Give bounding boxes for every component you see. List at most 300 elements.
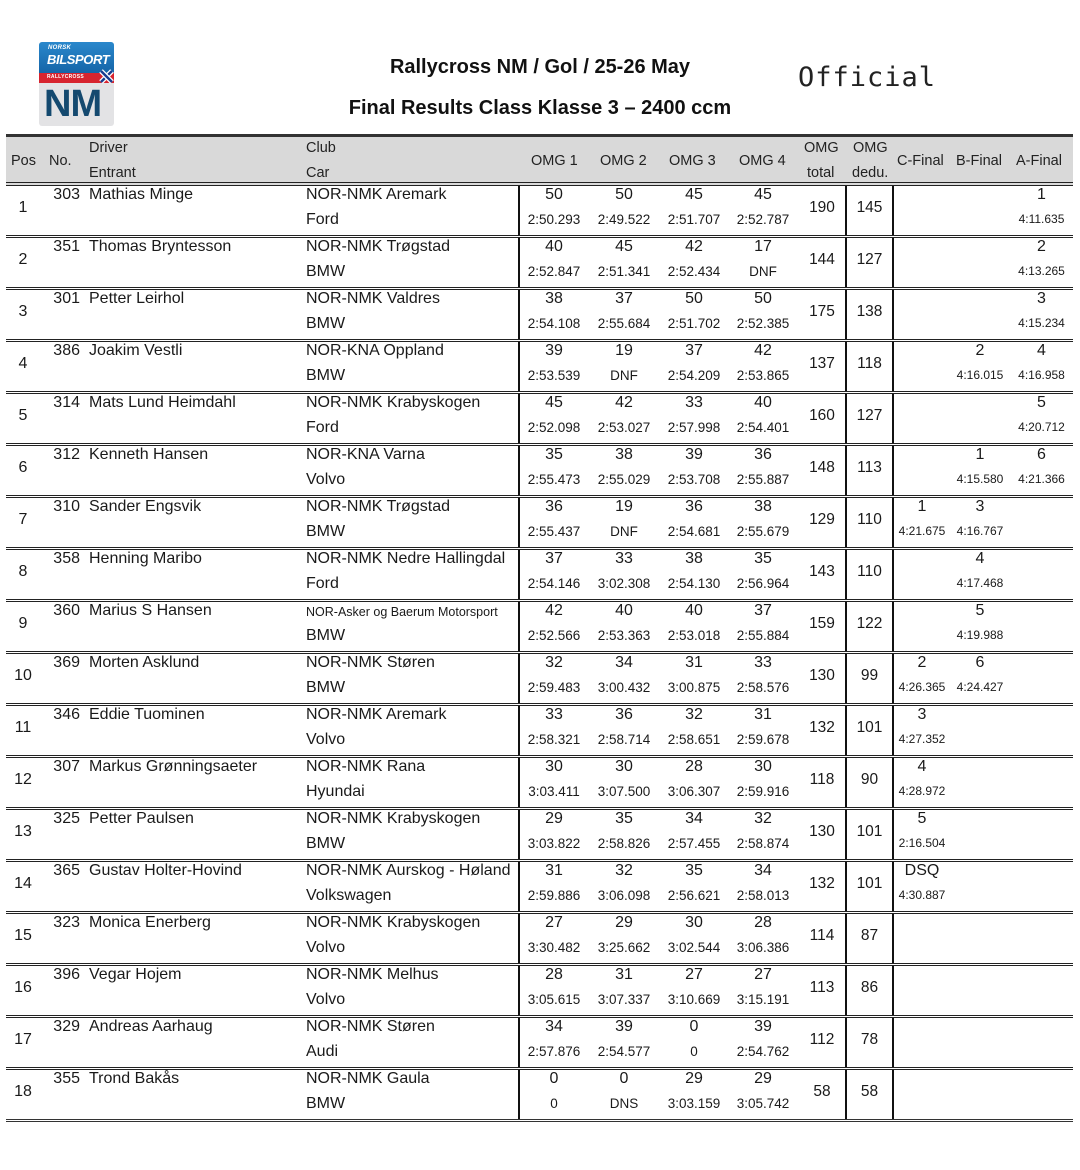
omg3-points: 30	[685, 914, 703, 931]
table-row	[6, 654, 1073, 706]
omg-dedu: 58	[860, 1083, 879, 1100]
car-make: BMW	[306, 1095, 346, 1112]
b-final-position: 1	[975, 446, 985, 463]
omg-dedu: 101	[856, 823, 883, 840]
col-driver: Driver	[89, 140, 128, 156]
a-final-position: 5	[1037, 394, 1046, 411]
b-final-position: 4	[975, 550, 985, 567]
omg3-points: 35	[685, 862, 703, 879]
b-final-position: 2	[975, 342, 985, 359]
omg3-time: 3:02.544	[667, 940, 721, 955]
table-row	[6, 758, 1073, 810]
omg-dedu: 127	[856, 251, 883, 268]
omg1-time: 2:50.293	[527, 212, 581, 227]
omg1-time: 2:57.876	[527, 1044, 581, 1059]
omg4-time: 2:54.762	[736, 1044, 790, 1059]
club-name: NOR-Asker og Baerum Motorsport	[306, 605, 498, 619]
a-final-time: 4:11.635	[1018, 212, 1065, 226]
b-final-time: 4:16.767	[956, 524, 1004, 538]
omg4-points: 38	[754, 498, 772, 515]
omg3-points: 27	[685, 966, 703, 983]
position: 6	[18, 459, 28, 476]
table-row	[6, 290, 1073, 342]
omg3-points: 37	[685, 342, 703, 359]
position: 18	[14, 1083, 32, 1100]
club-name: NOR-NMK Melhus	[306, 966, 439, 983]
omg-total: 129	[809, 511, 835, 528]
omg-dedu: 110	[857, 511, 882, 528]
car-number: 360	[53, 602, 80, 619]
col-no: No.	[49, 153, 72, 169]
position: 13	[14, 823, 32, 840]
b-final-time: 4:17.468	[956, 576, 1004, 590]
omg4-points: 31	[754, 706, 772, 723]
omg1-time: 2:55.437	[527, 524, 581, 539]
omg3-points: 33	[685, 394, 703, 411]
column-divider	[892, 290, 894, 339]
omg1-time: 2:58.321	[527, 732, 581, 747]
c-final-time: 4:28.972	[898, 784, 946, 798]
page-title: Rallycross NM / Gol / 25-26 May	[389, 56, 691, 78]
omg-total: 113	[809, 979, 835, 996]
omg3-points: 31	[685, 654, 703, 671]
car-number: 325	[53, 810, 80, 827]
omg4-time: 2:54.401	[736, 420, 790, 435]
car-number: 365	[53, 862, 80, 879]
club-name: NOR-NMK Krabyskogen	[306, 914, 481, 931]
omg-total: 58	[813, 1083, 831, 1100]
omg1-points: 29	[545, 810, 563, 827]
omg3-time: 2:52.434	[667, 264, 721, 279]
omg2-points: 42	[615, 394, 633, 411]
col-omg2: OMG 2	[600, 153, 647, 169]
c-final-time: 4:27.352	[898, 732, 946, 746]
omg-dedu: 90	[860, 771, 879, 788]
logo-nm: NM	[44, 83, 102, 125]
column-divider	[892, 238, 894, 287]
table-row	[6, 550, 1073, 602]
omg3-points: 34	[685, 810, 703, 827]
omg2-points: 31	[615, 966, 633, 983]
a-final-position: 6	[1037, 446, 1046, 463]
omg2-time: 3:00.432	[597, 680, 651, 695]
omg-total: 114	[809, 927, 835, 944]
car-make: Ford	[306, 575, 339, 592]
b-final-position: 3	[975, 498, 985, 515]
column-divider	[892, 446, 894, 495]
table-row	[6, 186, 1073, 238]
driver-name: Marius S Hansen	[89, 602, 212, 619]
omg2-time: 2:53.027	[597, 420, 651, 435]
col-omg-dedu-line2: dedu.	[852, 165, 889, 181]
omg3-time: 2:51.707	[667, 212, 721, 227]
col-entrant: Entrant	[89, 165, 136, 181]
omg-dedu: 113	[857, 459, 882, 476]
omg4-points: 27	[754, 966, 772, 983]
omg1-points: 28	[545, 966, 563, 983]
driver-name: Petter Leirhol	[89, 290, 185, 307]
omg1-time: 3:30.482	[527, 940, 581, 955]
omg3-points: 38	[685, 550, 703, 567]
c-final-time: 4:30.887	[898, 888, 946, 902]
omg3-points: 32	[685, 706, 703, 723]
omg4-time: 2:55.679	[736, 524, 790, 539]
b-final-position: 5	[975, 602, 985, 619]
club-name: NOR-NMK Valdres	[306, 290, 440, 307]
table-row	[6, 446, 1073, 498]
omg4-points: 39	[754, 1018, 772, 1035]
col-c-final: C-Final	[897, 153, 944, 169]
b-final-position: 6	[975, 654, 985, 671]
omg2-time: 3:06.098	[597, 888, 651, 903]
omg1-time: 2:54.108	[527, 316, 581, 331]
omg-dedu: 78	[860, 1031, 879, 1048]
column-divider	[892, 342, 894, 391]
a-final-time: 4:21.366	[1018, 472, 1065, 486]
omg4-time: 2:58.576	[736, 680, 790, 695]
club-name: NOR-NMK Støren	[306, 1018, 435, 1035]
omg-dedu: 110	[857, 563, 882, 580]
col-a-final: A-Final	[1016, 153, 1062, 169]
column-divider	[892, 1018, 894, 1067]
driver-name: Sander Engsvik	[89, 498, 202, 515]
omg2-time: 2:58.826	[597, 836, 651, 851]
car-number: 358	[53, 550, 80, 567]
omg2-points: 34	[615, 654, 633, 671]
col-car: Car	[306, 165, 330, 181]
club-name: NOR-NMK Aurskog - Høland	[306, 862, 511, 879]
omg-dedu: 122	[856, 615, 883, 632]
omg1-points: 50	[545, 186, 563, 203]
omg-dedu: 127	[856, 407, 883, 424]
table-row	[6, 966, 1073, 1018]
omg1-points: 45	[545, 394, 563, 411]
driver-name: Eddie Tuominen	[89, 706, 205, 723]
omg-dedu: 86	[860, 979, 879, 996]
car-make: Volvo	[306, 939, 346, 956]
omg4-points: 32	[754, 810, 772, 827]
position: 11	[14, 719, 32, 736]
car-number: 351	[53, 238, 80, 255]
omg1-points: 35	[545, 446, 563, 463]
omg4-time: 2:52.787	[736, 212, 790, 227]
omg1-time: 3:05.615	[527, 992, 581, 1007]
omg-total: 143	[809, 563, 835, 580]
club-name: NOR-NMK Støren	[306, 654, 435, 671]
club-name: NOR-NMK Aremark	[306, 706, 447, 723]
club-name: NOR-NMK Krabyskogen	[306, 394, 481, 411]
omg2-points: 39	[615, 1018, 633, 1035]
driver-name: Gustav Holter-Hovind	[89, 862, 242, 879]
a-final-position: 3	[1037, 290, 1046, 307]
omg-dedu: 138	[856, 303, 883, 320]
car-make: Volvo	[306, 991, 346, 1008]
position: 7	[18, 511, 28, 528]
a-final-position: 4	[1037, 342, 1046, 359]
omg1-time: 0	[550, 1096, 558, 1111]
table-row	[6, 810, 1073, 862]
position: 10	[14, 667, 32, 684]
omg4-points: 36	[754, 446, 772, 463]
car-number: 307	[53, 758, 80, 775]
omg-total: 190	[809, 199, 835, 216]
omg4-time: 2:59.678	[736, 732, 790, 747]
omg3-points: 45	[685, 186, 703, 203]
car-make: BMW	[306, 679, 346, 696]
omg3-time: 2:56.621	[667, 888, 721, 903]
c-final-position: 5	[917, 810, 927, 827]
omg2-time: 2:55.029	[597, 472, 651, 487]
omg3-points: 28	[685, 758, 703, 775]
logo-band-text: RALLYCROSS	[47, 74, 84, 80]
omg2-time: DNS	[609, 1096, 639, 1111]
car-number: 303	[53, 186, 80, 203]
driver-name: Andreas Aarhaug	[89, 1018, 213, 1035]
omg3-time: 2:58.651	[667, 732, 721, 747]
omg3-time: 2:53.708	[667, 472, 721, 487]
results-table	[6, 134, 1073, 1122]
column-divider	[892, 914, 894, 963]
car-make: Ford	[306, 419, 339, 436]
a-final-time: 4:15.234	[1018, 316, 1065, 330]
omg1-points: 34	[545, 1018, 563, 1035]
omg4-time: 2:55.884	[736, 628, 790, 643]
omg3-time: 2:57.998	[667, 420, 721, 435]
omg-total: 144	[809, 251, 835, 268]
omg2-time: 3:07.500	[597, 784, 651, 799]
car-make: Audi	[306, 1043, 339, 1060]
omg-dedu: 87	[860, 927, 879, 944]
logo-line2: BILSPORT	[47, 52, 110, 67]
omg4-points: 34	[754, 862, 772, 879]
club-name: NOR-NMK Trøgstad	[306, 498, 451, 515]
omg4-points: 29	[754, 1070, 772, 1087]
position: 8	[18, 563, 28, 580]
omg4-time: DNF	[749, 264, 777, 279]
omg3-points: 50	[685, 290, 703, 307]
car-make: BMW	[306, 315, 346, 332]
col-omg-total-line2: total	[807, 165, 835, 181]
position: 12	[14, 771, 32, 788]
page-subtitle: Final Results Class Klasse 3 – 2400 ccm	[348, 97, 732, 119]
table-body	[6, 186, 1073, 1122]
omg3-points: 39	[685, 446, 703, 463]
driver-name: Monica Enerberg	[89, 914, 211, 931]
omg1-time: 2:55.473	[527, 472, 581, 487]
col-b-final: B-Final	[956, 153, 1002, 169]
a-final-position: 2	[1037, 238, 1046, 255]
car-number: 323	[53, 914, 80, 931]
club-name: NOR-NMK Krabyskogen	[306, 810, 481, 827]
omg3-time: 3:00.875	[667, 680, 721, 695]
a-final-time: 4:13.265	[1018, 264, 1065, 278]
omg1-points: 39	[545, 342, 563, 359]
omg4-points: 17	[754, 238, 772, 255]
table-row	[6, 706, 1073, 758]
omg2-time: DNF	[610, 368, 638, 383]
logo-line1: NORSK	[48, 45, 72, 51]
car-make: Hyundai	[306, 783, 365, 800]
omg1-time: 2:52.847	[527, 264, 581, 279]
position: 14	[14, 875, 32, 892]
omg2-time: 2:58.714	[597, 732, 651, 747]
col-pos: Pos	[11, 153, 36, 169]
b-final-time: 4:19.988	[956, 628, 1004, 642]
omg3-time: 2:54.209	[667, 368, 721, 383]
omg2-time: 2:54.577	[597, 1044, 651, 1059]
omg2-points: 50	[615, 186, 633, 203]
omg3-time: 0	[690, 1044, 698, 1059]
table-row	[6, 1018, 1073, 1070]
car-number: 346	[53, 706, 80, 723]
car-number: 396	[53, 966, 80, 983]
omg2-time: 2:49.522	[597, 212, 651, 227]
omg4-time: 2:56.964	[736, 576, 790, 591]
table-row	[6, 862, 1073, 914]
omg3-points: 0	[689, 1018, 699, 1035]
c-final-position: 2	[917, 654, 927, 671]
position: 2	[18, 251, 28, 268]
omg4-points: 50	[754, 290, 772, 307]
norway-flag-icon	[99, 69, 114, 84]
driver-name: Mathias Minge	[89, 186, 194, 203]
omg1-time: 2:52.098	[527, 420, 581, 435]
col-omg3: OMG 3	[669, 153, 716, 169]
table-row	[6, 914, 1073, 966]
omg4-points: 37	[754, 602, 772, 619]
driver-name: Markus Grønningsaeter	[89, 758, 258, 775]
omg2-time: DNF	[610, 524, 638, 539]
omg3-time: 3:06.307	[667, 784, 721, 799]
omg4-points: 45	[754, 186, 772, 203]
omg2-time: 3:07.337	[597, 992, 651, 1007]
omg4-points: 30	[754, 758, 772, 775]
a-final-time: 4:20.712	[1018, 420, 1065, 434]
position: 9	[18, 615, 28, 632]
omg4-points: 35	[754, 550, 772, 567]
position: 5	[18, 407, 28, 424]
omg1-time: 2:59.483	[527, 680, 581, 695]
omg2-points: 19	[615, 498, 633, 515]
norsk-bilsport-nm-logo	[39, 42, 114, 126]
omg3-time: 3:10.669	[667, 992, 721, 1007]
b-final-time: 4:15.580	[956, 472, 1004, 486]
column-divider	[892, 1070, 894, 1119]
omg2-points: 33	[615, 550, 633, 567]
table-row	[6, 602, 1073, 654]
driver-name: Morten Asklund	[89, 654, 200, 671]
table-row	[6, 238, 1073, 290]
car-number: 369	[53, 654, 80, 671]
c-final-time: 4:21.675	[898, 524, 946, 538]
official-stamp: Official	[798, 62, 937, 93]
column-divider	[892, 602, 894, 651]
omg-total: 175	[809, 303, 835, 320]
omg1-time: 2:53.539	[527, 368, 581, 383]
omg4-time: 3:06.386	[736, 940, 790, 955]
omg1-time: 2:54.146	[527, 576, 581, 591]
club-name: NOR-KNA Varna	[306, 446, 425, 463]
b-final-time: 4:24.427	[956, 680, 1004, 694]
club-name: NOR-NMK Gaula	[306, 1070, 430, 1087]
omg4-time: 3:05.742	[736, 1096, 790, 1111]
omg2-points: 19	[615, 342, 633, 359]
omg1-points: 36	[545, 498, 563, 515]
omg3-time: 2:53.018	[667, 628, 721, 643]
column-divider	[892, 186, 894, 235]
omg2-time: 2:53.363	[597, 628, 651, 643]
car-make: BMW	[306, 263, 346, 280]
c-final-time: 2:16.504	[898, 836, 946, 850]
omg1-time: 2:59.886	[527, 888, 581, 903]
car-make: BMW	[306, 367, 346, 384]
omg3-points: 36	[685, 498, 703, 515]
omg4-points: 42	[754, 342, 772, 359]
omg4-time: 2:52.385	[736, 316, 790, 331]
a-final-position: 1	[1037, 186, 1046, 203]
omg-total: 159	[809, 615, 835, 632]
omg1-points: 30	[545, 758, 563, 775]
omg1-time: 3:03.822	[527, 836, 581, 851]
c-final-position: 1	[917, 498, 927, 515]
omg-total: 112	[809, 1031, 835, 1048]
omg4-time: 2:58.013	[736, 888, 790, 903]
c-final-position: DSQ	[904, 862, 940, 879]
omg2-points: 38	[615, 446, 633, 463]
omg4-time: 3:15.191	[736, 992, 790, 1007]
omg4-time: 2:53.865	[736, 368, 790, 383]
omg1-time: 2:52.566	[527, 628, 581, 643]
omg4-points: 40	[754, 394, 772, 411]
omg1-time: 3:03.411	[528, 784, 580, 799]
omg-dedu: 101	[856, 875, 883, 892]
omg2-points: 45	[615, 238, 633, 255]
omg1-points: 31	[545, 862, 563, 879]
position: 1	[18, 199, 28, 216]
omg1-points: 42	[545, 602, 563, 619]
driver-name: Petter Paulsen	[89, 810, 194, 827]
c-final-position: 4	[917, 758, 927, 775]
omg1-points: 32	[545, 654, 563, 671]
omg3-points: 29	[685, 1070, 703, 1087]
car-number: 329	[53, 1018, 80, 1035]
omg-total: 137	[809, 355, 835, 372]
car-make: Ford	[306, 211, 339, 228]
omg1-points: 27	[545, 914, 563, 931]
omg2-points: 30	[615, 758, 633, 775]
col-omg-dedu-line1: OMG	[853, 140, 888, 156]
omg-total: 118	[809, 771, 835, 788]
omg4-points: 33	[754, 654, 772, 671]
driver-name: Mats Lund Heimdahl	[89, 394, 236, 411]
c-final-time: 4:26.365	[898, 680, 946, 694]
omg2-time: 2:55.684	[597, 316, 651, 331]
driver-name: Vegar Hojem	[89, 966, 182, 983]
position: 17	[14, 1031, 32, 1048]
club-name: NOR-KNA Oppland	[306, 342, 444, 359]
car-make: BMW	[306, 835, 346, 852]
omg3-points: 42	[685, 238, 703, 255]
car-number: 301	[53, 290, 80, 307]
omg1-points: 40	[545, 238, 563, 255]
omg1-points: 37	[545, 550, 563, 567]
omg2-points: 35	[615, 810, 633, 827]
omg2-points: 37	[615, 290, 633, 307]
car-make: Volkswagen	[306, 887, 392, 904]
omg4-time: 2:55.887	[736, 472, 790, 487]
a-final-time: 4:16.958	[1018, 368, 1065, 382]
car-number: 386	[53, 342, 80, 359]
